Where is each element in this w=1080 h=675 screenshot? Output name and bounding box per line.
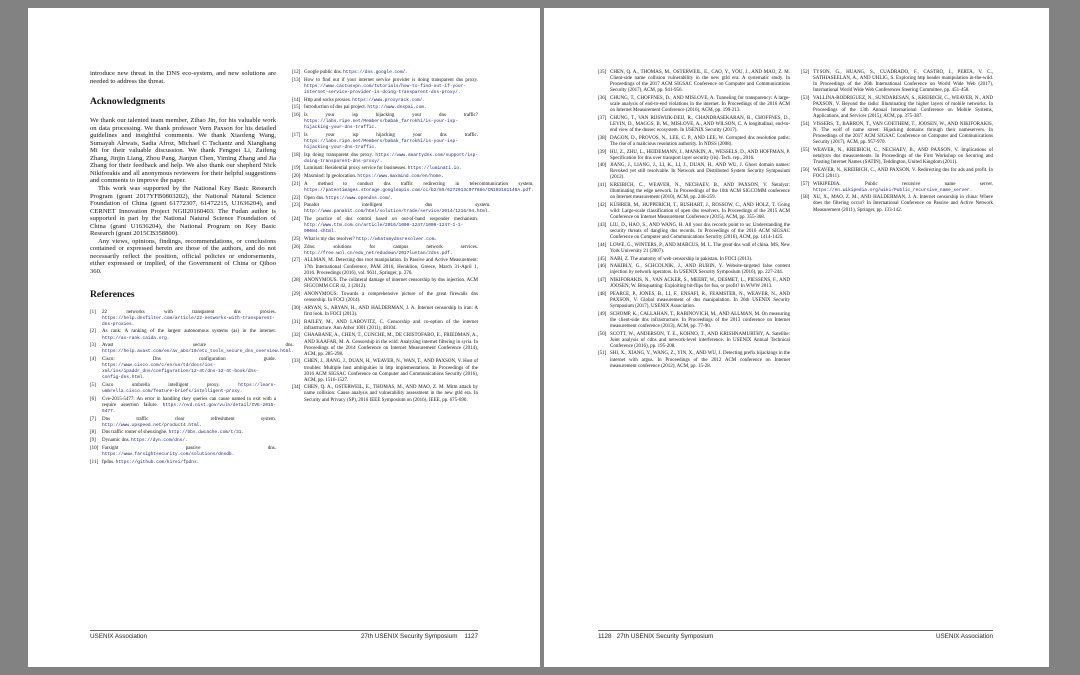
reference-citation: VISSERS, T., BARRON, T., VAN GOETHEM, T., JOOSEN, W., AND NIKIFORAKIS, N. The wolf of name street: Hijacking domains through their nameservers. In Proceedings of the 2017 ACM SIGSAC Conference on Computer and Communications Security (2017), ACM, pp. 957-970.	[813, 121, 993, 146]
reference-list	[292, 70, 534, 625]
reference-url-link[interactable]: https://www.opendns.com/.	[325, 195, 394, 201]
reference-item	[292, 320, 478, 332]
reference-number: [17]	[292, 132, 301, 138]
footer-rule	[598, 630, 993, 631]
reference-citation: Is your isp hijacking your dns traffic?	[304, 112, 478, 118]
reference-url-link[interactable]: https://luminati.io.	[407, 166, 462, 172]
reference-text	[610, 257, 790, 263]
reference-text	[610, 312, 790, 330]
reference-item	[292, 245, 478, 257]
reference-number: [20]	[292, 174, 301, 180]
reference-text	[813, 122, 993, 146]
reference-url-link[interactable]: https://dyn.com/dns/.	[131, 438, 188, 444]
reference-item	[598, 332, 790, 350]
reference-citation: A method to conduct dns traffic redirecting in telecommunication system.	[304, 181, 534, 187]
reference-number: [8]	[90, 430, 96, 436]
reference-citation: Cve-2015-5477: An error in handling tkey queries can cause named to exit with a require assertion failure.	[102, 396, 276, 408]
reference-citation: KREIBICH, C., WEAVER, N., NECHAEV, B., AND PAXSON, V. Netalyzr: illuminating the edge network. In Proceedings of the 10th ACM SIGCOMM conference on Internet measurement (2010), ACM, pp. 246-259.	[610, 183, 790, 201]
reference-item	[292, 78, 478, 96]
reference-citation: fpdns.	[102, 459, 115, 465]
footer-left: USENIX Association	[90, 633, 148, 640]
reference-text	[304, 292, 478, 304]
reference-citation: How to find out if your internet service provider is doing transparent dns proxy.	[304, 77, 478, 83]
reference-citation: JIANG, J., LIANG, J., LI, K., LI, J., DUAN, H., AND WU, J. Ghost domain names: Revoked yet still resolvable. In Network and Distributed System Security Symposium (2012).	[610, 163, 790, 181]
reference-text	[102, 438, 276, 444]
ack-paragraph: This work was supported by the National Key Basic Research Program (grant 2017YFB0803202), the National Natural Science Foundation of China (grant 61772307, 61472215, U1636204), and CERNET Innovation Project NGII20160403. The Fudan author is supported in part by the National Natural Science Foundation of China (grant U1636204), the National Program on Key Basic Research (grant 2015CB358800).	[90, 185, 276, 238]
reference-citation: What is my dns resolver?	[304, 236, 355, 242]
reference-item	[292, 359, 478, 383]
reference-item	[90, 310, 276, 328]
reference-text	[610, 163, 790, 181]
reference-item	[292, 258, 478, 276]
reference-item	[292, 174, 478, 180]
reference-number: [30]	[292, 305, 301, 311]
reference-list	[801, 70, 993, 625]
reference-text	[102, 383, 276, 395]
right-page	[544, 8, 1049, 667]
reference-number: [41]	[598, 183, 607, 189]
reference-url-link[interactable]: https://patentimages.storage.googleapis.com/cc/b2/85/6272013c07768e/CN103181146A.pdf.	[304, 187, 534, 193]
reference-url-link[interactable]: https://www.cactusvpn.com/tutorials/how-to-find-out-if-your-internet-service-provider-is-doing-transparent-dns-proxy/.	[304, 83, 467, 95]
reference-item	[292, 217, 478, 235]
left-page	[28, 8, 540, 667]
reference-citation: VALLINA-RODRIGUEZ, N., SUNDARESAN, S., KREIBICH, C., WEAVER, N., AND PAXSON, V. Beyond the radio: Illuminating the higher layers of mobile networks. In Proceedings of the 13th Annual International Conference on Mobile Systems, Applications, and Services (2015), ACM, pp. 375-387.	[813, 95, 993, 120]
reference-citation: Panabit intelligent dns system.	[304, 203, 491, 209]
reference-number: [15]	[292, 105, 301, 111]
reference-url-link[interactable]: https://github.com/kirei/fpdns.	[115, 459, 200, 465]
reference-text	[304, 166, 478, 172]
reference-number: [54]	[801, 121, 810, 127]
reference-number: [28]	[292, 278, 301, 284]
reference-item	[90, 329, 276, 341]
reference-text	[102, 397, 276, 415]
reference-citation: CHEN, Q. A., THOMAS, M., OSTERWEIL, E., CAO, Y., YOU, J., AND MAO, Z. M. Client-side name collision vulnerability in the new gtld era: A systematic study. In Proceedings of the 2017 ACM SIGSAC Conference on Computer and Communications Security (2017), ACM, pp. 941-956.	[610, 70, 790, 94]
reference-number: [51]	[598, 351, 607, 357]
reference-item	[292, 153, 478, 165]
reference-citation: Http and socks proxies.	[304, 97, 351, 103]
reference-number: [6]	[90, 396, 96, 402]
reference-item	[598, 351, 790, 369]
reference-text	[610, 332, 790, 350]
reference-item	[292, 203, 491, 215]
reference-citation: HU, Z., ZHU, L., HEIDEMANN, J., MANKIN, A., WESSELS, D., AND HOFFMAN, P. Specification for dns over transport layer security (tls). Tech. rep., 2016.	[610, 149, 790, 161]
reference-text	[813, 96, 993, 120]
reference-text	[304, 182, 534, 194]
reference-text	[610, 203, 790, 221]
reference-item	[292, 98, 478, 104]
reference-citation: WEAVER, N., KREIBICH, C., AND PAXSON, V. Redirecting dns for ads and profit. In FOCI (2011).	[813, 167, 993, 179]
reference-item	[90, 397, 276, 415]
reference-number: [33]	[292, 359, 301, 365]
reference-text	[813, 195, 993, 213]
reference-text	[610, 351, 790, 369]
reference-number: [34]	[292, 385, 301, 391]
reference-item	[598, 257, 790, 263]
reference-item	[90, 357, 276, 381]
reference-item	[801, 182, 993, 194]
reference-number: [42]	[598, 203, 607, 209]
reference-url-link[interactable]: http://as-rank.caida.org.	[102, 335, 170, 341]
reference-item	[292, 237, 478, 243]
reference-citation: 22 networks with transparent dns proxies.	[102, 309, 276, 315]
reference-item	[292, 333, 478, 357]
reference-number: [48]	[598, 291, 607, 297]
reference-number: [13]	[292, 77, 301, 83]
reference-number: [23]	[292, 203, 301, 209]
reference-number: [25]	[292, 236, 301, 242]
reference-list	[90, 309, 294, 466]
reference-text	[813, 148, 993, 166]
reference-url-link[interactable]: https://labs.ripe.net/Members/babak_farrokhi/is-your-isp-hijacking-your-dns-traffic.	[304, 138, 458, 150]
reference-item	[598, 243, 790, 255]
reference-number: [57]	[801, 181, 810, 187]
reference-item	[801, 70, 993, 94]
reference-text	[304, 153, 478, 165]
reference-citation: NIKIFORAKIS, N., VAN ACKER, S., MEERT, W., DESMET, L., PIESSENS, F., AND JOOSEN, W. Bitsquatting: Exploiting bit-flips for fun, or profit? In WWW 2013.	[610, 278, 790, 290]
reference-number: [35]	[598, 70, 607, 75]
reference-citation: Dns traffic clear refreshment system.	[102, 416, 276, 422]
reference-text	[102, 329, 276, 341]
reference-citation: Cisco umbrella intelligent proxy.	[102, 382, 220, 388]
reference-text	[304, 320, 478, 332]
reference-url-link[interactable]: https://labs.ripe.net/Members/babak_farrokhi/is-your-isp-hijacking-your-dns-traffic.	[304, 119, 458, 131]
reference-citation: WIKIPEDIA. Public recursive name server.	[813, 181, 993, 187]
reference-number: [3]	[90, 343, 96, 349]
reference-number: [47]	[598, 278, 607, 284]
reference-number: [32]	[292, 333, 301, 339]
reference-citation: Farsight passive dns.	[102, 445, 276, 451]
reference-item	[801, 122, 993, 146]
reference-number: [26]	[292, 244, 301, 250]
reference-item	[292, 385, 478, 403]
reference-item	[801, 195, 993, 213]
reference-number: [10]	[90, 445, 99, 451]
reference-text	[610, 278, 790, 290]
intro-paragraph: introduce new threat in the DNS eco-system, and new solutions are needed to address the threat.	[90, 70, 276, 85]
reference-item	[90, 446, 276, 458]
reference-text	[610, 223, 790, 241]
reference-citation: WEAVER, N., KREIBICH, C., NECHAEV, B., AND PAXSON, V. Implications of netalyzrs dns measurements. In Proceedings of the First Workshop on Securing and Trusting Internet Names (SATIN), Teddington, United Kingdom (2011).	[813, 147, 993, 166]
reference-url-link[interactable]: https://help.dnsfilter.com/article/22-networks-with-transparent-dns-proxies.	[102, 315, 275, 327]
reference-number: [46]	[598, 264, 607, 270]
reference-citation: LIU, D., HAO, S., AND WANG, H. All your dns records point to us: Understanding the security threats of dangling dns records. In Proceedings of the 2016 ACM SIGSAC Conference on Computer and Communications Security (2016), ACM, pp. 1414-1425.	[610, 222, 790, 241]
reference-item	[292, 70, 478, 76]
reference-text	[304, 333, 478, 357]
reference-url-link[interactable]: https://www.cisco.com/c/en/us/td/docs/ios-xml/ios/ipaddr_dns/configuration/12-4t/dns-12-4t-book/dns-config-dns.html.	[102, 363, 259, 381]
reference-text	[304, 217, 478, 235]
reference-text	[304, 133, 478, 151]
reference-item	[598, 264, 790, 276]
reference-item	[292, 181, 534, 194]
reference-citation: BAILEY, M., AND LABOVITZ, C. Censorship and co-option of the internet infrastructure. Ann Arbor 1001 (2011), 48104.	[304, 319, 478, 331]
reference-item	[598, 116, 790, 134]
reference-url-link[interactable]: https://learn-umbrella.cisco.com/feature-briefs/intelligent-proxy.	[102, 382, 277, 395]
reference-number: [40]	[598, 163, 607, 169]
reference-text	[610, 116, 790, 134]
reference-text	[304, 385, 478, 403]
reference-item	[90, 460, 276, 466]
reference-number: [18]	[292, 152, 301, 158]
reference-text	[304, 70, 478, 76]
reference-citation: ANONYMOUS. Towards a comprehensive picture of the great firewalls dns censorship. In FOCI (2014).	[304, 292, 478, 304]
reference-number: [27]	[292, 258, 301, 264]
reference-item	[598, 278, 790, 290]
reference-url-link[interactable]: http://www.dnspai.com.	[367, 105, 427, 111]
reference-text	[304, 359, 478, 383]
reference-text	[813, 168, 993, 180]
reference-item	[292, 133, 478, 151]
reference-text	[813, 70, 993, 94]
reference-citation: CHEN, J., JIANG, J., DUAN, H., WEAVER, N., WAN, T., AND PAXSON, V. Host of troubles: Multiple host ambiguities in http implementations. In Proceedings of the 2016 ACM SIGSAC Conference on Computer and Communications Security (2016), ACM, pp. 1516-1527.	[304, 359, 478, 383]
reference-citation: CHUNG, T., VAN RIJSWIJK-DEIJ, R., CHANDRASEKARAN, B., CHOFFNES, D., LEVIN, D., MAGGS, B. M., MISLOVE, A., AND WILSON, C. A longitudinal, end-to-end view of the dnssec ecosystem. In USENIX Security (2017).	[610, 115, 790, 134]
reference-number: [19]	[292, 166, 301, 172]
reference-number: [50]	[598, 331, 607, 337]
reference-citation: Google public dns.	[304, 70, 342, 75]
reference-text	[304, 78, 478, 96]
reference-text	[102, 446, 276, 458]
reference-number: [11]	[90, 459, 99, 465]
reference-number: [7]	[90, 416, 96, 422]
references-heading: References	[90, 288, 135, 300]
reference-number: [58]	[801, 195, 810, 201]
acknowledgments-heading: Acknowledgments	[90, 96, 166, 108]
reference-citation: TYSON, G., HUANG, S., CUADRADO, F., CASTRO, I., PERTA, V. C., SATHIASEELAN, A., AND UHLIG, S. Exploring http header manipulation in-the-wild. In Proceedings of the 26th International Conference on World Wide Web (2017), International World Wide Web Conferences Steering Committee, pp. 451-458.	[813, 70, 993, 94]
reference-text	[102, 460, 276, 466]
reference-citation: PEARCE, P., JONES, B., LI, F., ENSAFI, R., FEAMSTER, N., WEAVER, N., AND PAXSON, V. Global measurement of dns manipulation. In 26th USENIX Security Symposium (2017), USENIX Association.	[610, 291, 790, 309]
reference-citation: ANONYMOUS. The collateral damage of internet censorship by dns injection. ACM SIGCOMM CCR 42, 3 (2012).	[304, 278, 478, 290]
reference-item	[801, 148, 993, 166]
reference-citation: LOWE, G., WINTERS, P., AND MARCUS, M. L. The great dns wall of china. MS, New York University 21 (2007).	[610, 242, 790, 254]
footer-right: 27th USENIX Security Symposium 1127	[360, 633, 478, 640]
reference-text	[304, 237, 478, 243]
reference-number: [24]	[292, 217, 301, 223]
reference-citation: CHAABANE, A., CHEN, T., CUNCHE, M., DE CRISTOFARO, E., FRIEDMAN, A., AND KAAFAR, M. A. Censorship in the wild: Analyzing internet filtering in syria. In Proceedings of the 2014 Conference on Internet Measurement Conference (2014), ACM, pp. 285-298.	[304, 333, 478, 357]
ack-paragraph: We thank our talented team member, Zihao Jin, for his valuable work on data processing. We thank professor Vern Paxson for his detailed guidelines and insightful comments. We thank Xiaofeng Wang, Sumayah Alrwais, Sadia Afroz, Michael C Tschantz and Xianghang Mi for their valuable discussion. We thank Fengpei Li, Zaifeng Zhang, Jinjin Liang, Zhou Pang, Jianjun Chen, Yiming Zhang and Jia Zhang for their feedback and help. We also thank our shepherd Nick Nikiforakis and all anonymous reviewers for their helpful suggestions and comments to improve the paper.	[90, 117, 276, 185]
reference-citation: Avast secure dns.	[102, 343, 294, 349]
reference-url-link[interactable]: http://www.ttm.com.cn/article/2016/1000-1247/1000-1247-1-1-00084.shtml.	[304, 223, 464, 235]
reference-item	[598, 163, 790, 181]
reference-item	[90, 417, 276, 429]
reference-item	[90, 430, 276, 436]
reference-text	[102, 310, 276, 328]
reference-text	[610, 136, 790, 148]
reference-number: [37]	[598, 115, 607, 121]
reference-list	[598, 70, 790, 625]
reference-text	[102, 343, 294, 355]
reference-text	[610, 70, 790, 94]
reference-url-link[interactable]: http://free.wol.cn/edu_net/edudown/2017luntan/zdns.pdf.	[304, 250, 453, 256]
reference-text	[304, 203, 490, 215]
reference-text	[102, 417, 276, 429]
reference-text	[610, 292, 790, 310]
reference-number: [12]	[292, 70, 301, 75]
reference-citation: Cisco: Dns configuration guide.	[102, 357, 276, 363]
reference-citation: NABI, Z. The anatomy of web censorship in pakistan. In FOCI (2013).	[610, 256, 753, 262]
reference-item	[90, 438, 276, 444]
reference-citation: Isp doing transparent dns proxy.	[304, 152, 373, 158]
reference-text	[610, 243, 790, 255]
reference-number: [14]	[292, 97, 301, 103]
reference-citation: SCOTT, W., ANDERSON, T. E., KOHNO, T., AND KRISHNAMURTHY, A. Satellite: Joint analysis of cdns and network-level interference. In USENIX Annual Technical Conference (2016), pp. 195-208.	[610, 331, 790, 349]
reference-number: [56]	[801, 167, 810, 173]
reference-item	[598, 292, 790, 310]
reference-item	[90, 383, 276, 395]
reference-url-link[interactable]: http://www.xpspeed.net/product4.html.	[102, 422, 202, 428]
reference-url-link[interactable]: http://bbs.dwcache.com/t/31.	[168, 430, 245, 436]
reference-citation: SHI, X., XIANG, Y., WANG, Z., YIN, X., AND WU, J. Detecting prefix hijackings in the internet with argus. In Proceedings of the 2012 ACM conference on Internet measurement conference (2012), ACM, pp. 15-28.	[610, 351, 790, 369]
reference-text	[610, 264, 790, 276]
footer-right: USENIX Association	[935, 633, 993, 640]
reference-item	[598, 183, 790, 201]
reference-item	[598, 150, 790, 162]
reference-item	[292, 166, 478, 172]
reference-citation: Luminati: Residential proxy service for businesses.	[304, 166, 407, 172]
reference-number: [43]	[598, 222, 607, 228]
reference-citation: Dns traffic router of shenxinghe.	[102, 430, 168, 436]
footer-rule	[90, 630, 478, 631]
reference-text	[304, 105, 478, 111]
reference-text	[304, 306, 478, 318]
reference-text	[813, 182, 993, 194]
reference-url-link[interactable]: https://www.smartydns.com/support/isp-doing-transparent-dns-proxy/.	[304, 152, 479, 164]
reference-citation: Zdns: solutions for campus network services.	[304, 244, 478, 250]
reference-item	[801, 168, 993, 180]
reference-number: [16]	[292, 112, 301, 118]
reference-item	[801, 96, 993, 120]
reference-item	[598, 223, 790, 241]
reference-text	[304, 98, 478, 104]
reference-number: [44]	[598, 242, 607, 248]
reference-item	[598, 70, 790, 94]
reference-number: [52]	[801, 70, 810, 75]
reference-number: [21]	[292, 181, 301, 187]
reference-number: [36]	[598, 95, 607, 101]
reference-number: [9]	[90, 438, 96, 444]
reference-url-link[interactable]: https://nvd.nist.gov/vuln/detail/CVE-2015-5477.	[102, 402, 276, 414]
reference-text	[610, 150, 790, 162]
reference-citation: Introduction of dns pai project.	[304, 105, 367, 111]
reference-number: [1]	[90, 309, 96, 315]
ack-paragraph: Any views, opinions, findings, recommendations, or conclusions contained or expressed herein are those of the authors, and do not necessarily reflect the position, official policies or endorsements, either expressed or implied, of the Government of China or Qihoo 360.	[90, 237, 276, 276]
reference-item	[598, 203, 790, 221]
reference-url-link[interactable]: https://en.wikipedia.org/wiki/Public_recursive_name_server.	[813, 187, 973, 193]
reference-number: [4]	[90, 357, 96, 363]
reference-url-link[interactable]: https://www.maxmind.com/en/home.	[357, 174, 444, 180]
reference-item	[292, 196, 478, 202]
footer-left: 1128 27th USENIX Security Symposium	[598, 633, 714, 640]
reference-number: [31]	[292, 319, 301, 325]
reference-citation: The practice of dns control based on out-of-band responder mechanism.	[304, 217, 478, 223]
reference-citation: DAGON, D., PROVOS, N., LEE, C. P., AND LEE, W. Corrupted dns resolution paths: The rise of a malicious resolution authority. In NDSS (2008).	[610, 135, 790, 147]
reference-url-link[interactable]: https://www.farsightsecurity.com/solutions/dnsdb.	[102, 451, 235, 457]
reference-text	[610, 96, 790, 114]
reference-number: [5]	[90, 382, 96, 388]
reference-citation: ARYAN, S., ARYAN, H., AND HALDERMAN, J. A. Internet censorship in iran: A first look. In FOCI (2013).	[304, 305, 478, 317]
left-text-column	[90, 70, 294, 590]
reference-item	[598, 312, 790, 330]
reference-citation: KÜHRER, M., HUPPERICH, T., BUSHART, J., ROSSOW, C., AND HOLZ, T. Going wild: Large-scale classification of open dns resolvers. In Proceedings of the 2015 ACM Conference on Internet Measurement Conference (2015), ACM, pp. 355-368.	[610, 203, 790, 221]
reference-citation: SCHOMP, K., CALLAHAN, T., RABINOVICH, M., AND ALLMAN, M. On measuring the client-side dns infrastructure. In Proceedings of the 2013 conference on Internet measurement conference (2013), ACM, pp. 77-90.	[610, 311, 790, 329]
reference-text	[304, 196, 478, 202]
reference-text	[304, 174, 478, 180]
reference-item	[598, 136, 790, 148]
reference-url-link[interactable]: https://dns.google.com/.	[343, 70, 408, 75]
reference-url-link[interactable]: https://www.proxyrack.com/.	[352, 97, 426, 103]
reference-text	[304, 245, 478, 257]
reference-number: [2]	[90, 329, 96, 335]
reference-citation: Maxmind: Ip geolocation.	[304, 174, 357, 180]
reference-number: [49]	[598, 311, 607, 317]
reference-text	[304, 113, 478, 131]
reference-citation: NAKIBLY, G., SCHCOLNIK, J., AND RUBIN, Y. Website-targeted false content injection by network operators. In USENIX Security Symposium (2016), pp. 227-244.	[610, 264, 790, 276]
reference-number: [38]	[598, 135, 607, 141]
reference-item	[292, 278, 478, 290]
reference-item	[292, 105, 478, 111]
reference-url-link[interactable]: http://www.panabit.com/html/solution/trade/service/2014/1216/94.html.	[304, 209, 491, 215]
reference-text	[102, 430, 276, 436]
reference-item	[292, 113, 478, 131]
reference-citation: Open dns.	[304, 195, 325, 201]
reference-citation: Is your isp hijacking your dns traffic.	[304, 132, 478, 138]
reference-citation: CHUNG, T., CHOFFNES, D., AND MISLOVE, A. Tunneling for transparency: A large-scale analysis of end-to-end violations in the internet. In Proceedings of the 2016 ACM on Internet Measurement Conference (2016), ACM, pp. 199-213.	[610, 95, 790, 114]
reference-text	[304, 278, 478, 290]
reference-text	[610, 183, 790, 201]
reference-item	[292, 292, 478, 304]
reference-number: [45]	[598, 256, 607, 262]
reference-citation: ALLMAN, M. Detecting dns root manipulation. In Passive and Active Measurement: 17th International Conference, PAM 2016, Heraklion, Greece, March 31-April 1, 2016. Proceedings (2016), vol. 9631, Springer, p. 276.	[304, 258, 478, 276]
reference-number: [22]	[292, 195, 301, 201]
reference-number: [29]	[292, 292, 301, 298]
reference-citation: CHEN, Q. A., OSTERWEIL, E., THOMAS, M., AND MAO, Z. M. Mitm attack by name collision: Cause analysis and vulnerability assessment in the new gtld era. In Security and Privacy (SP), 2016 IEEE Symposium on (2016), IEEE, pp. 675-690.	[304, 385, 478, 403]
reference-text	[102, 357, 276, 381]
reference-text	[304, 258, 478, 276]
reference-number: [55]	[801, 147, 810, 153]
reference-item	[598, 96, 790, 114]
reference-number: [53]	[801, 95, 810, 101]
reference-number: [39]	[598, 149, 607, 155]
reference-citation: Dynamic dns.	[102, 438, 130, 444]
reference-item	[90, 343, 294, 355]
reference-url-link[interactable]: http://whatsmydnsresolver.com.	[356, 236, 438, 242]
reference-url-link[interactable]: https://help.avast.com/en/av_abs/10/etc_tools_secure_dns_overview.html.	[102, 349, 294, 355]
reference-citation: As rank: A ranking of the largest autonomous systems (as) in the internet.	[102, 329, 276, 335]
reference-citation: XU, X., MAO, Z. M., AND HALDERMAN, J. A. Internet censorship in china: Where does the filtering occur? In International Conference on Passive and Active Network Measurement (2011), Springer, pp. 133-142.	[813, 195, 993, 213]
reference-item	[292, 306, 478, 318]
